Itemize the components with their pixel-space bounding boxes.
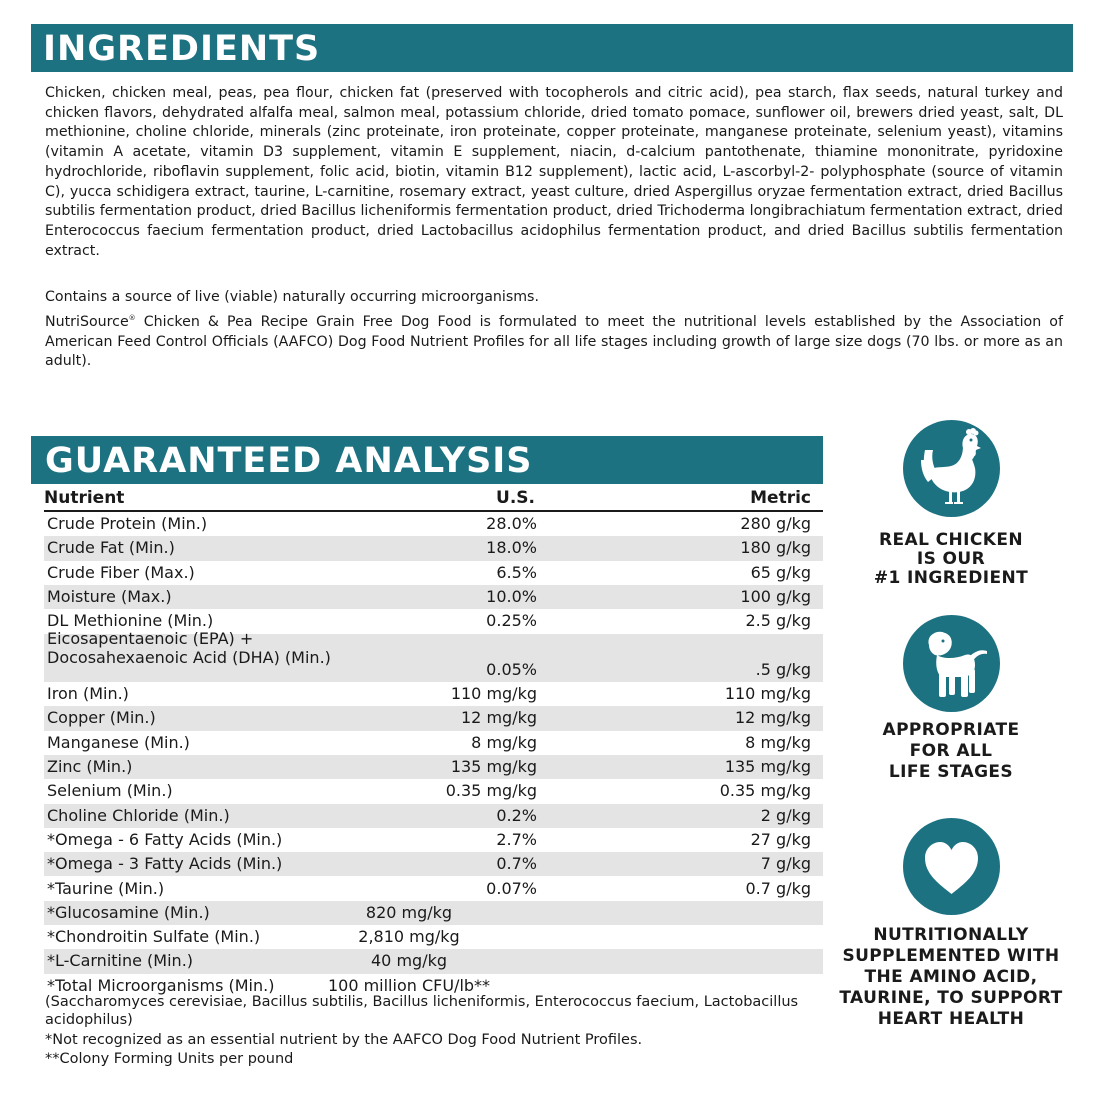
metric-value: 2.5 g/kg bbox=[745, 611, 811, 631]
nutrient-name: Crude Fiber (Max.) bbox=[47, 562, 195, 582]
nutrient-name: Manganese (Min.) bbox=[47, 732, 190, 752]
us-value: 0.35 mg/kg bbox=[445, 781, 537, 801]
badge-line: FOR ALL bbox=[909, 741, 993, 761]
table-row bbox=[44, 901, 823, 925]
nutrient-name: Crude Protein (Min.) bbox=[47, 514, 208, 533]
nutrient-name: Moisture (Max.) bbox=[47, 586, 172, 606]
puppy-icon bbox=[903, 615, 1000, 712]
table-row bbox=[44, 925, 823, 949]
nutrient-name: Selenium (Min.) bbox=[47, 781, 173, 801]
combined-value: 820 mg/kg bbox=[365, 902, 453, 922]
us-value: 10.0% bbox=[486, 586, 537, 606]
metric-value: 135 mg/kg bbox=[724, 757, 811, 776]
metric-value: 100 g/kg bbox=[740, 586, 811, 606]
heart-icon bbox=[903, 818, 1000, 915]
aafco-statement-text: Chicken & Pea Recipe Grain Free Dog Food is formulated to meet the nutritional levels established by the Association of American Feed Control Officials (AAFCO) Dog Food Nutrient Profiles for all life stages including growth of large size dogs (70 lbs. or more as an adult). bbox=[45, 314, 1063, 370]
nutrient-name: *Taurine (Min.) bbox=[47, 878, 165, 898]
table-row bbox=[44, 804, 823, 828]
live-microorganisms-note: Contains a source of live (viable) naturally occurring microorganisms. bbox=[45, 289, 539, 305]
nutrient-name: *L-Carnitine (Min.) bbox=[47, 951, 194, 971]
nutrient-name: *Chondroitin Sulfate (Min.) bbox=[47, 927, 261, 947]
table-row bbox=[44, 536, 823, 560]
nutrient-name: Copper (Min.) bbox=[47, 708, 156, 728]
nutrient-name: Iron (Min.) bbox=[47, 684, 129, 704]
ingredients-heading: INGREDIENTS bbox=[31, 24, 1073, 72]
guaranteed-analysis-heading: GUARANTEED ANALYSIS bbox=[31, 436, 823, 484]
table-row bbox=[44, 755, 823, 779]
us-value: 8 mg/kg bbox=[471, 732, 537, 752]
metric-value: 27 g/kg bbox=[750, 829, 811, 849]
badge-line: TAURINE, TO SUPPORT bbox=[839, 988, 1063, 1008]
nutrient-name: *Omega - 3 Fatty Acids (Min.) bbox=[47, 854, 283, 874]
badge-line: LIFE STAGES bbox=[888, 762, 1014, 782]
combined-value: 100 million CFU/lb** bbox=[327, 975, 491, 995]
metric-value: 280 g/kg bbox=[740, 514, 811, 533]
nutrient-name: *Total Microorganisms (Min.) bbox=[47, 975, 275, 995]
metric-value: 0.7 g/kg bbox=[745, 878, 811, 898]
analysis-table-header bbox=[44, 488, 812, 510]
badge-line: NUTRITIONALLY bbox=[873, 925, 1029, 945]
nutrient-name: *Glucosamine (Min.) bbox=[47, 902, 210, 922]
metric-value: 180 g/kg bbox=[740, 538, 811, 558]
column-header-metric: Metric bbox=[750, 488, 811, 508]
metric-value: 110 mg/kg bbox=[724, 684, 811, 704]
us-value: 28.0% bbox=[486, 514, 537, 533]
column-header-nutrient: Nutrient bbox=[44, 488, 125, 508]
table-row bbox=[44, 682, 823, 706]
metric-value: 65 g/kg bbox=[750, 562, 811, 582]
us-value: 2.7% bbox=[496, 829, 537, 849]
brand-name: NutriSource bbox=[45, 314, 129, 330]
us-value: 0.7% bbox=[496, 854, 537, 874]
us-value: 18.0% bbox=[486, 538, 537, 558]
combined-value: 40 mg/kg bbox=[371, 951, 447, 971]
aafco-statement bbox=[45, 313, 1063, 372]
table-row bbox=[44, 731, 823, 755]
nutrient-name: DL Methionine (Min.) bbox=[47, 611, 214, 631]
cfu-footnote: **Colony Forming Units per pound bbox=[45, 1051, 294, 1067]
us-value: 0.05% bbox=[486, 659, 537, 679]
column-header-us: U.S. bbox=[496, 488, 535, 508]
ingredients-list: Chicken, chicken meal, peas, pea flour, chicken fat (preserved with tocopherols and citric acid), pea starch, flax seeds, natural turkey and chicken flavors, dehydrated alfalfa meal, salmon meal, potassium chloride, dried tomato pomace, sunflower oil, brewers dried yeast, salt, DL methionine, choline chloride, minerals (zinc proteinate, iron proteinate, copper proteinate, manganese proteinate, selenium yeast), vitamins (vitamin A acetate, vitamin D3 supplement, vitamin E supplement, niacin, d-calcium pantothenate, thiamine mononitrate, pyridoxine hydrochloride, riboflavin supplement, folic acid, biotin, vitamin B12 supplement), lactic acid, L-ascorbyl-2- polyphosphate (source of vitamin C), yucca schidigera extract, taurine, L-carnitine, rosemary extract, yeast culture, dried Aspergillus oryzae fermentation extract, dried Bacillus subtilis fermentation product, dried Bacillus licheniformis fermentation product, dried Trichoderma longibrachiatum fermentation extract, dried Enterococcus faecium fermentation product, dried Lactobacillus acidophilus fermentation product, and dried Bacillus subtilis fermentation extract. bbox=[45, 85, 1063, 259]
badge-line: APPROPRIATE bbox=[882, 720, 1020, 740]
us-value: 12 mg/kg bbox=[461, 708, 537, 728]
badge-line: IS OUR bbox=[916, 549, 986, 569]
table-row bbox=[44, 561, 823, 585]
badge-line: THE AMINO ACID, bbox=[864, 967, 1038, 987]
badge-line: #1 INGREDIENT bbox=[873, 568, 1029, 588]
us-value: 135 mg/kg bbox=[450, 757, 537, 776]
chicken-icon bbox=[903, 420, 1000, 517]
table-row bbox=[44, 779, 823, 803]
table-row bbox=[44, 852, 823, 876]
metric-value: 7 g/kg bbox=[760, 854, 811, 874]
nutrient-name: Zinc (Min.) bbox=[47, 757, 133, 776]
table-row bbox=[44, 628, 823, 683]
table-row bbox=[44, 512, 823, 536]
us-value: 0.2% bbox=[496, 805, 537, 825]
metric-value: 2 g/kg bbox=[760, 805, 811, 825]
table-row bbox=[44, 585, 823, 609]
table-row bbox=[44, 949, 823, 973]
us-value: 0.07% bbox=[486, 878, 537, 898]
metric-value: 8 mg/kg bbox=[745, 732, 811, 752]
metric-value: .5 g/kg bbox=[755, 659, 811, 679]
registered-mark: ® bbox=[128, 314, 136, 322]
metric-value: 0.35 mg/kg bbox=[719, 781, 811, 801]
badge-label-life-stages bbox=[833, 720, 1069, 783]
nutrient-name: Crude Fat (Min.) bbox=[47, 538, 175, 558]
table-row bbox=[44, 877, 823, 901]
aafco-footnote: *Not recognized as an essential nutrient by the AAFCO Dog Food Nutrient Profiles. bbox=[45, 1032, 643, 1048]
nutrient-name: Choline Chloride (Min.) bbox=[47, 805, 230, 825]
metric-value: 12 mg/kg bbox=[735, 708, 811, 728]
badge-line: HEART HEALTH bbox=[877, 1009, 1025, 1029]
us-value: 6.5% bbox=[496, 562, 537, 582]
nutrient-name-line2: Docosahexaenoic Acid (DHA) (Min.) bbox=[47, 647, 331, 667]
combined-value: 2,810 mg/kg bbox=[358, 927, 460, 947]
us-value: 110 mg/kg bbox=[450, 684, 537, 704]
nutrient-name: Eicosapentaenoic (EPA) + bbox=[47, 628, 254, 648]
table-row bbox=[44, 828, 823, 852]
badge-label-heart-health bbox=[833, 925, 1069, 1030]
nutrient-name: *Omega - 6 Fatty Acids (Min.) bbox=[47, 829, 283, 849]
table-row bbox=[44, 706, 823, 730]
organisms-footnote: (Saccharomyces cerevisiae, Bacillus subtilis, Bacillus licheniformis, Enterococcus faecium, Lactobacillus acidophilus) bbox=[45, 994, 799, 1028]
us-value: 0.25% bbox=[486, 611, 537, 631]
badge-line: SUPPLEMENTED WITH bbox=[842, 946, 1060, 966]
badge-label-chicken bbox=[833, 530, 1069, 589]
badge-line: REAL CHICKEN bbox=[879, 530, 1023, 550]
